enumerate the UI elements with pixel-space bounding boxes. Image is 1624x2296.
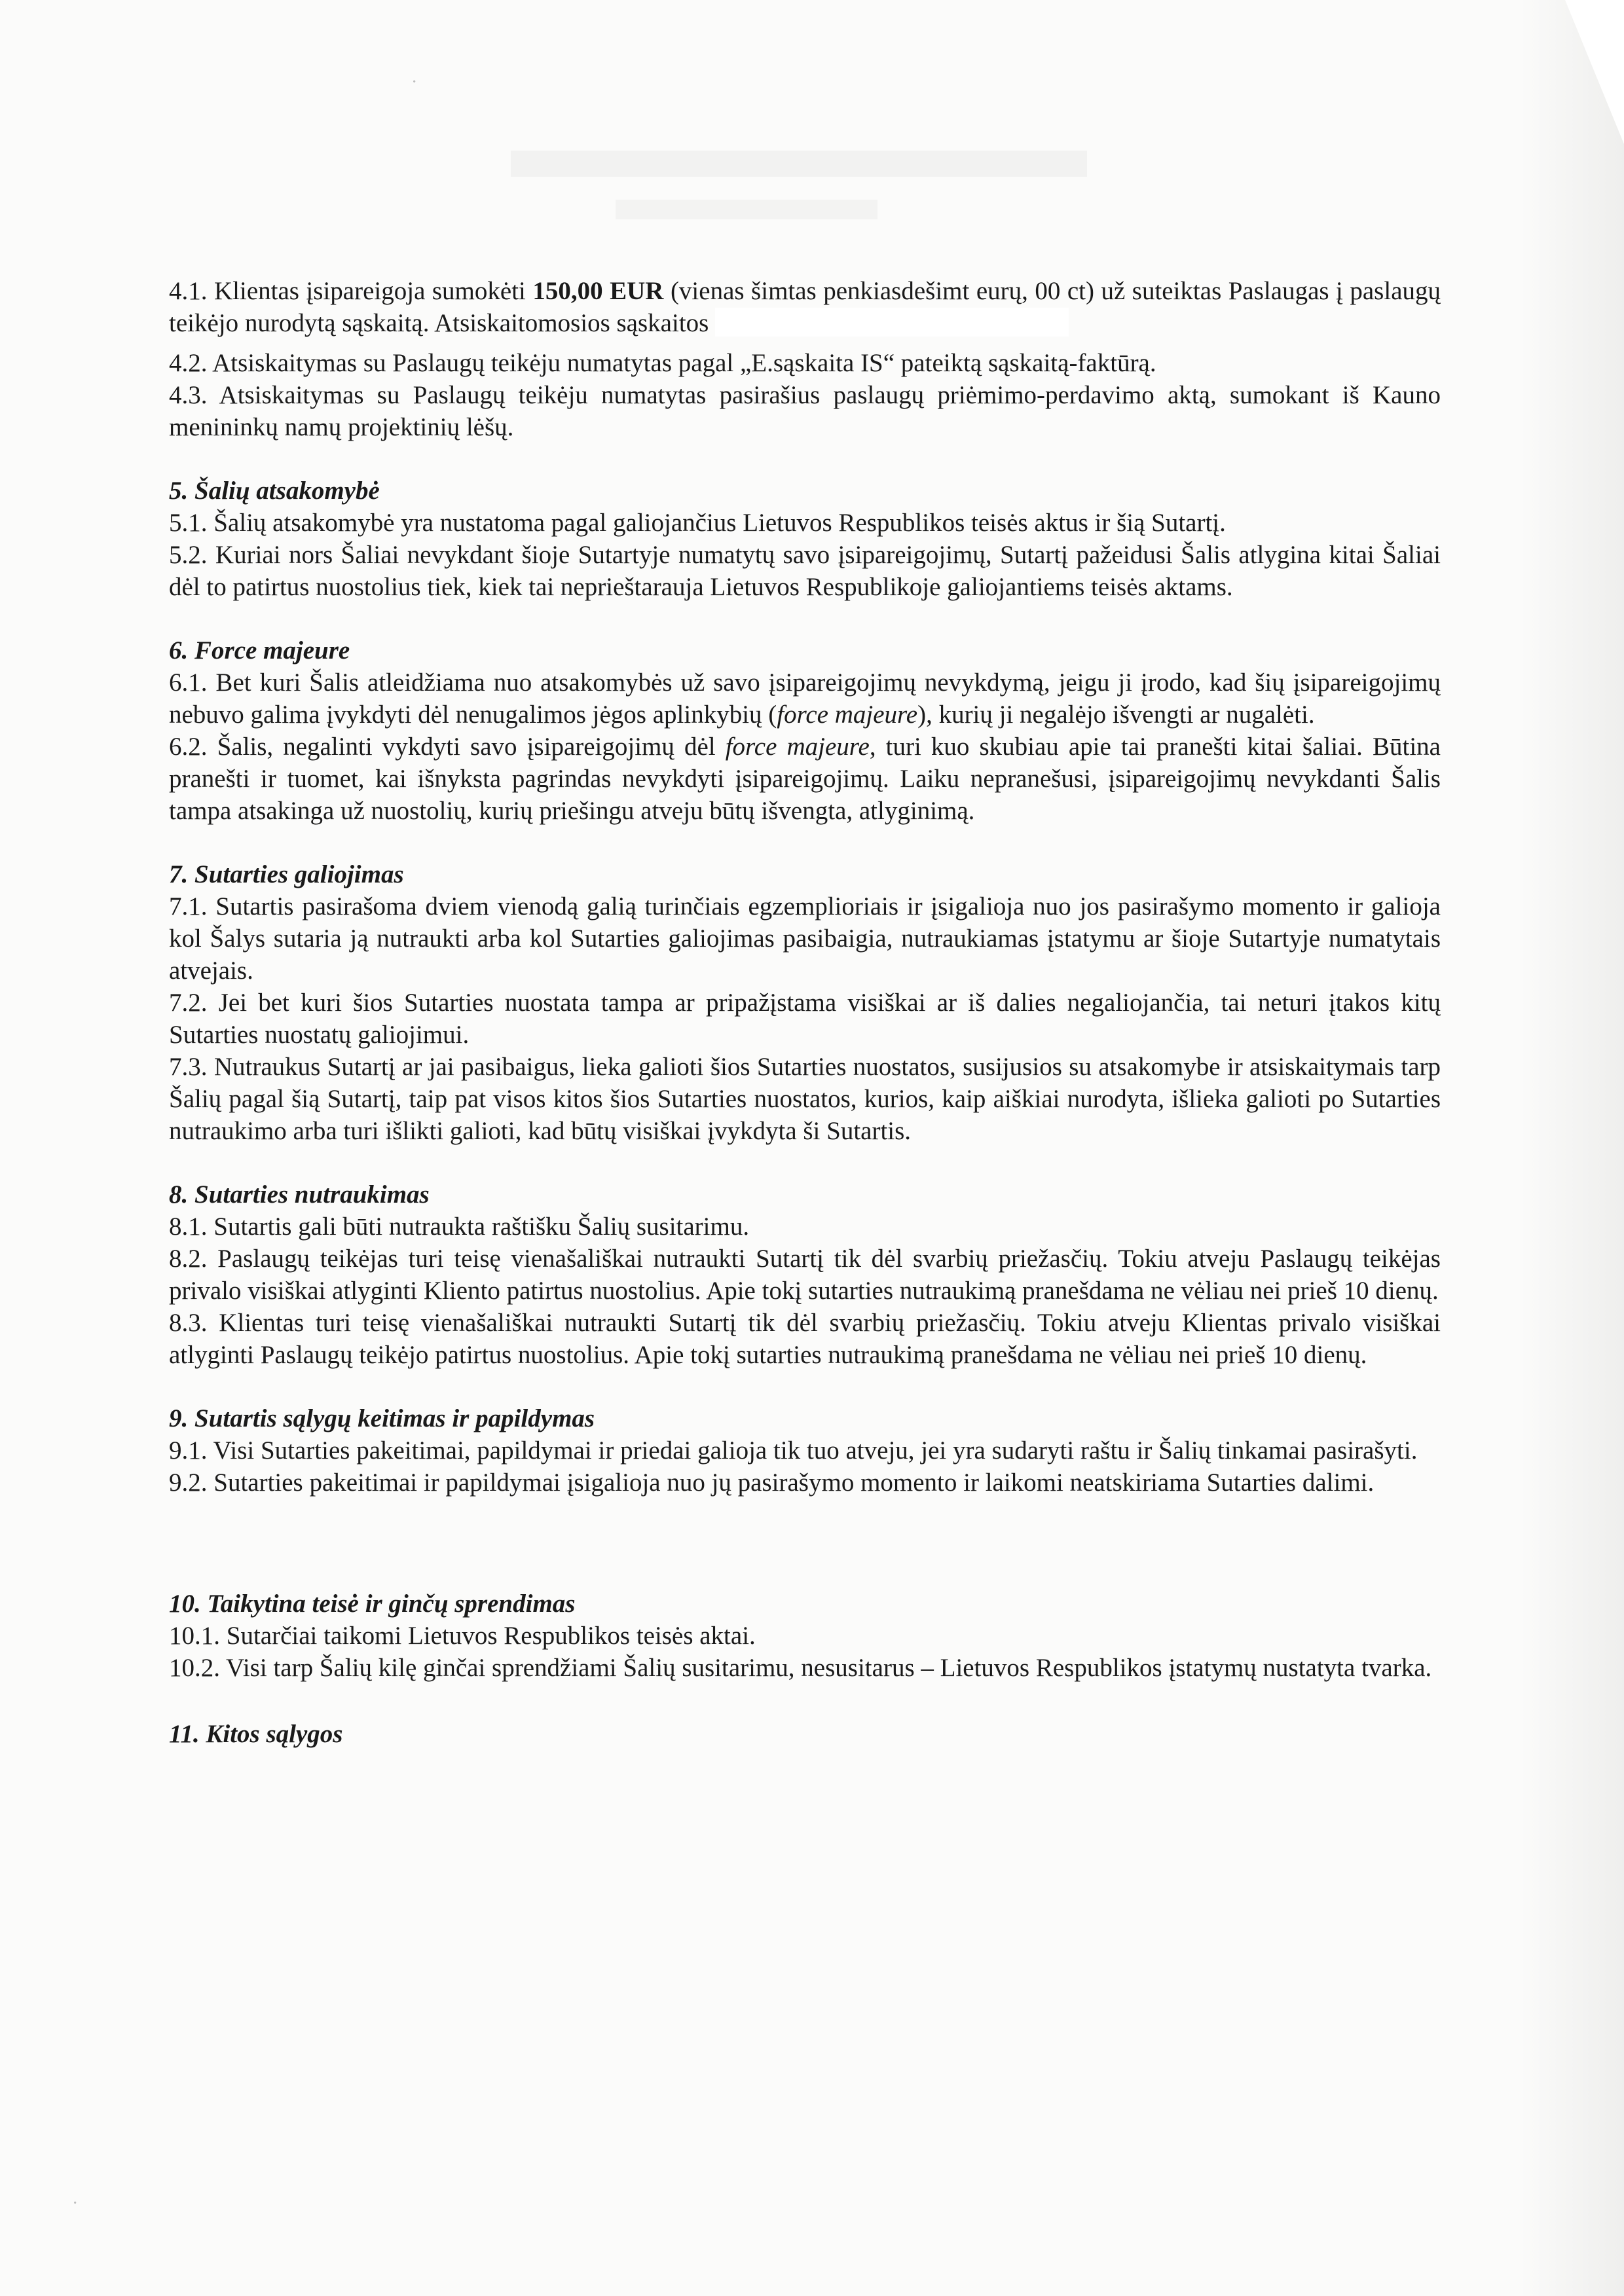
redacted-account-number [715,308,1069,337]
clause-6-1 [169,666,1441,731]
clause-5-2: 5.2. Kuriai nors Šaliai nevykdant šioje Sutartyje numatytų savo įsipareigojimų, Sutartį pažeidusi Šalis atlygina kitai Šaliai dėl to patirtus nuostolius tiek, kiek tai neprieštarauja Lietuvos Respublikoje galiojantiems teisės aktams. [169,541,1441,601]
force-majeure-term: force majeure [777,701,918,729]
clause-8-3: 8.3. Klientas turi teisę vienašališkai nutraukti Sutartį tik dėl svarbių priežasčių. Tokiu atveju Klientas privalo visiškai atlyginti Paslaugų teikėjo patirtus nuostolius. Apie tokį sutarties nutraukimą pranešdama ne vėliau nei prieš 10 dienų. [169,1309,1441,1369]
clause-5-1: 5.1. Šalių atsakomybė yra nustatoma pagal galiojančius Lietuvos Respublikos teisės aktus ir šią Sutartį. [169,509,1226,537]
clause-10-2: 10.2. Visi tarp Šalių kilę ginčai sprendžiami Šalių susitarimu, nesusitarus – Lietuvos Respublikos įstatymų nustatyta tvarka. [169,1654,1432,1682]
clause-6-2 [169,731,1441,827]
section-10-title: 10. Taikytina teisė ir ginčų sprendimas [169,1590,576,1618]
clause-7-1: 7.1. Sutartis pasirašoma dviem vienodą galią turinčiais egzemplioriais ir įsigalioja nuo jos pasirašymo momento ir galioja kol Šalys sutaria ją nutraukti arba kol Sutarties galiojimas pasibaigia, nutraukiamas įstatymu ar šioje Sutartyje numatytais atvejais. [169,892,1441,985]
document-body [169,275,1441,1750]
clause-4-1-text: 4.1. Klientas įsipareigoja sumokėti [169,277,533,305]
clause-6-2-text-cont: , turi kuo skubiau apie tai pranešti kitai šaliai. Būtina pranešti ir tuomet, kai išnyksta pagrindas nevykdyti įsipareigojimų. Laiku nepranešusi, įsipareigojimų nevykdanti Šalis tampa atsakinga už nuostolių, kurių priešingu atveju būtų išvengta, atlyginimą. [169,733,1441,825]
clause-7-2: 7.2. Jei bet kuri šios Sutarties nuostata tampa ar pripažįstama visiškai ar iš dalies negaliojančia, tai neturi įtakos kitų Sutarties nuostatų galiojimui. [169,989,1441,1049]
page-edge-shadow [1519,0,1624,2296]
clause-8-1: 8.1. Sutartis gali būti nutraukta raštišku Šalių susitarimu. [169,1212,750,1241]
clause-4-3: 4.3. Atsiskaitymas su Paslaugų teikėju numatytas pasirašius paslaugų priėmimo-perdavimo aktą, sumokant iš Kauno menininkų namų projektinių lėšų. [169,381,1441,441]
clause-7-3: 7.3. Nutraukus Sutartį ar jai pasibaigus, lieka galioti šios Sutarties nuostatos, susijusios su atsakomybe ir atsiskaitymais tarp Šalių pagal šią Sutartį, taip pat visos kitos šios Sutarties nuostatos, kurios, kaip aiškiai nurodyta, išlieka galioti po Sutarties nutraukimo arba turi išlikti galioti, kad būtų visiškai įvykdyta ši Sutartis. [169,1053,1441,1145]
clause-6-2-text: 6.2. Šalis, negalinti vykdyti savo įsipareigojimų dėl [169,733,726,761]
clause-9-2: 9.2. Sutarties pakeitimai ir papildymai įsigalioja nuo jų pasirašymo momento ir laikomi neatskiriama Sutarties dalimi. [169,1468,1375,1497]
clause-9-1: 9.1. Visi Sutarties pakeitimai, papildymai ir priedai galioja tik tuo atveju, jei yra sudaryti raštu ir Šalių tinkamai pasirašyti. [169,1436,1418,1465]
section-6-title: 6. Force majeure [169,636,350,665]
clause-8-2: 8.2. Paslaugų teikėjas turi teisę vienašališkai nutraukti Sutartį tik dėl svarbių priežasčių. Tokiu atveju Paslaugų teikėjas privalo visiškai atlyginti Kliento patirtus nuostolius. Apie tokį sutarties nutraukimą pranešdama ne vėliau nei prieš 10 dienų. [169,1245,1441,1305]
clause-10-1: 10.1. Sutarčiai taikomi Lietuvos Respublikos teisės aktai. [169,1622,756,1650]
bleed-through-shadow [511,151,1087,177]
scan-speck: · [72,2193,79,2214]
payment-amount: 150,00 EUR [532,277,664,305]
clause-4-2: 4.2. Atsiskaitymas su Paslaugų teikėju numatytas pagal „E.sąskaita IS“ pateiktą sąskaitą-faktūrą. [169,349,1156,377]
clause-4-1 [169,275,1441,339]
page-corner-fold [1565,0,1624,144]
section-5-title: 5. Šalių atsakomybė [169,477,380,505]
section-9-title: 9. Sutartis sąlygų keitimas ir papildymas [169,1404,595,1432]
clause-6-1-text-cont: ), kurių ji negalėjo išvengti ar nugalėti. [917,701,1315,729]
clause-4-1-text-cont: (vienas šimtas penkiasdešimt eurų, 00 ct) už suteiktas Paslaugas į paslaugų teikėjo nurodytą sąskaitą. Atsiskaitomosios sąskaitos [169,277,1441,337]
scan-speck: · [411,72,418,92]
clause-6-1-text: 6.1. Bet kuri Šalis atleidžiama nuo atsakomybės už savo įsipareigojimų nevykdymą, jeigu ji įrodo, kad šių įsipareigojimų nebuvo galima įvykdyti dėl nenugalimos jėgos aplinkybių ( [169,668,1441,729]
section-7-title: 7. Sutarties galiojimas [169,860,404,888]
force-majeure-term: force majeure [725,733,870,761]
bleed-through-shadow [616,200,877,219]
section-11-title: 11. Kitos sąlygos [169,1720,343,1748]
section-8-title: 8. Sutarties nutraukimas [169,1180,430,1209]
